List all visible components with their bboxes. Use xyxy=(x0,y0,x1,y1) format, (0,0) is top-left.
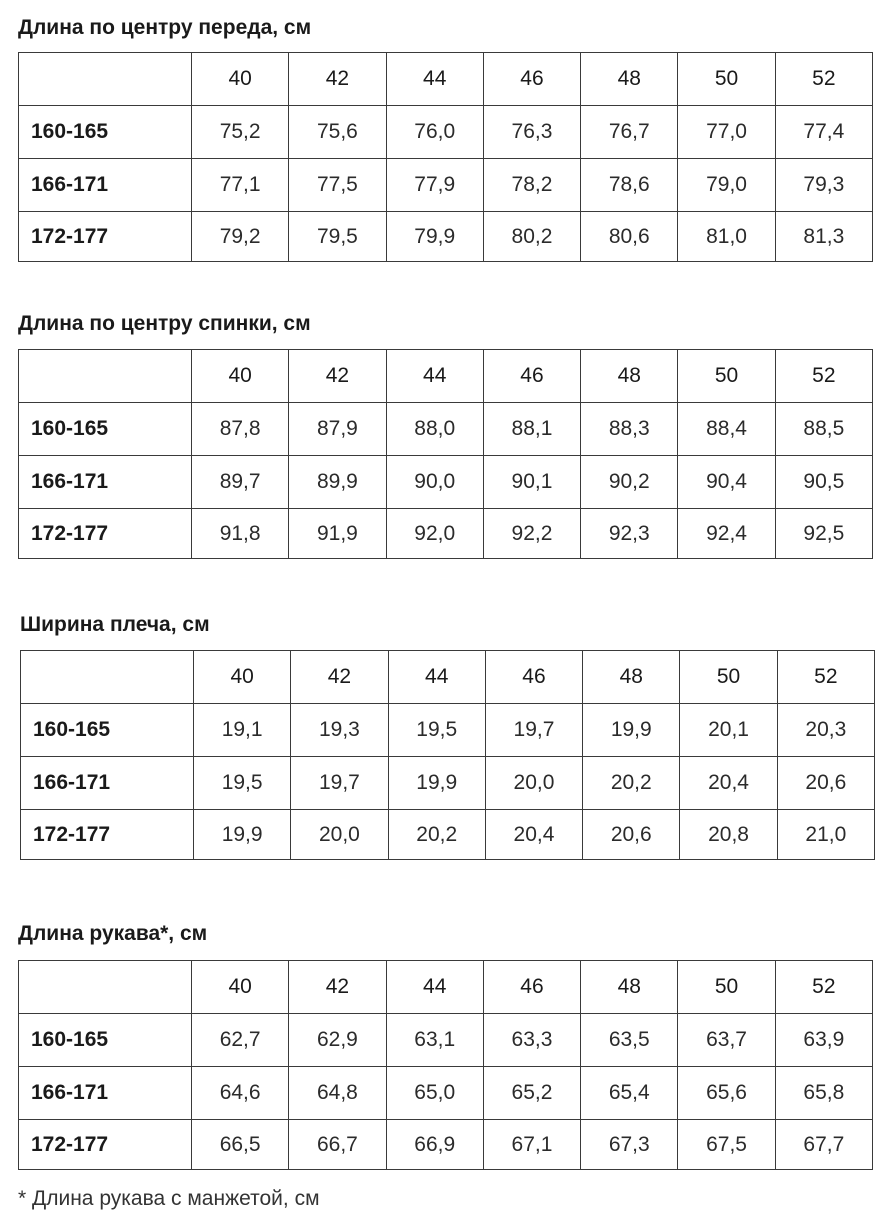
size-header-cell: 48 xyxy=(581,350,678,403)
measurement-cell: 62,7 xyxy=(192,1014,289,1067)
section-title-back-length: Длина по центру спинки, см xyxy=(18,312,311,335)
measurement-cell: 65,0 xyxy=(386,1067,483,1120)
measurement-cell: 77,4 xyxy=(775,106,872,159)
size-header-cell: 52 xyxy=(777,651,874,704)
measurement-cell: 66,9 xyxy=(386,1120,483,1170)
measurement-cell: 19,9 xyxy=(583,704,680,757)
size-header-cell: 52 xyxy=(775,53,872,106)
section-title-sleeve-length: Длина рукава*, см xyxy=(18,922,208,945)
height-range-cell: 172-177 xyxy=(19,1120,192,1170)
section-title-front-length: Длина по центру переда, см xyxy=(18,16,312,39)
height-range-cell: 160-165 xyxy=(19,106,192,159)
measurement-cell: 80,2 xyxy=(483,212,580,262)
measurement-cell: 79,9 xyxy=(386,212,483,262)
height-range-cell: 160-165 xyxy=(19,1014,192,1067)
height-range-cell: 166-171 xyxy=(19,1067,192,1120)
measurement-cell: 65,4 xyxy=(581,1067,678,1120)
size-header-cell: 44 xyxy=(386,961,483,1014)
measurement-cell: 20,3 xyxy=(777,704,874,757)
measurement-cell: 77,0 xyxy=(678,106,775,159)
measurement-cell: 65,6 xyxy=(678,1067,775,1120)
measurement-cell: 19,1 xyxy=(194,704,291,757)
measurement-cell: 79,5 xyxy=(289,212,386,262)
measurement-cell: 88,1 xyxy=(483,403,580,456)
table-row xyxy=(19,106,873,159)
size-header-cell: 46 xyxy=(485,651,582,704)
table-row xyxy=(19,509,873,559)
measurement-cell: 64,8 xyxy=(289,1067,386,1120)
size-header-cell: 44 xyxy=(388,651,485,704)
height-range-cell: 172-177 xyxy=(19,509,192,559)
measurement-cell: 20,6 xyxy=(777,757,874,810)
size-header-cell: 46 xyxy=(483,53,580,106)
measurement-cell: 67,3 xyxy=(581,1120,678,1170)
measurement-cell: 81,3 xyxy=(775,212,872,262)
size-header-cell: 46 xyxy=(483,961,580,1014)
measurement-cell: 19,5 xyxy=(388,704,485,757)
measurement-cell: 19,7 xyxy=(485,704,582,757)
measurement-cell: 62,9 xyxy=(289,1014,386,1067)
size-header-cell: 44 xyxy=(386,53,483,106)
measurement-cell: 20,4 xyxy=(680,757,777,810)
height-range-cell: 160-165 xyxy=(19,403,192,456)
size-header-cell: 46 xyxy=(483,350,580,403)
measurement-cell: 65,2 xyxy=(483,1067,580,1120)
size-header-cell: 48 xyxy=(581,53,678,106)
sleeve-length-table xyxy=(18,960,873,1170)
height-range-cell: 172-177 xyxy=(21,810,194,860)
table-row xyxy=(19,1067,873,1120)
table-header-row xyxy=(19,350,873,403)
measurement-cell: 88,5 xyxy=(775,403,872,456)
measurement-cell: 91,9 xyxy=(289,509,386,559)
measurement-cell: 75,2 xyxy=(192,106,289,159)
measurement-cell: 92,4 xyxy=(678,509,775,559)
table-header-row xyxy=(19,961,873,1014)
size-header-cell: 52 xyxy=(775,961,872,1014)
measurement-cell: 91,8 xyxy=(192,509,289,559)
table-corner-cell xyxy=(21,651,194,704)
size-header-cell: 48 xyxy=(581,961,678,1014)
table-corner-cell xyxy=(19,53,192,106)
measurement-cell: 20,2 xyxy=(388,810,485,860)
measurement-cell: 88,4 xyxy=(678,403,775,456)
measurement-cell: 19,9 xyxy=(194,810,291,860)
measurement-cell: 88,3 xyxy=(581,403,678,456)
measurement-cell: 92,0 xyxy=(386,509,483,559)
height-range-cell: 166-171 xyxy=(19,159,192,212)
measurement-cell: 64,6 xyxy=(192,1067,289,1120)
size-header-cell: 52 xyxy=(775,350,872,403)
measurement-cell: 63,3 xyxy=(483,1014,580,1067)
measurement-cell: 66,5 xyxy=(192,1120,289,1170)
measurement-cell: 90,0 xyxy=(386,456,483,509)
measurement-cell: 81,0 xyxy=(678,212,775,262)
measurement-cell: 79,3 xyxy=(775,159,872,212)
measurement-cell: 77,9 xyxy=(386,159,483,212)
size-header-cell: 42 xyxy=(291,651,388,704)
measurement-cell: 92,3 xyxy=(581,509,678,559)
measurement-cell: 20,0 xyxy=(291,810,388,860)
table-row xyxy=(19,1120,873,1170)
size-header-cell: 42 xyxy=(289,53,386,106)
measurement-cell: 19,9 xyxy=(388,757,485,810)
measurement-cell: 90,4 xyxy=(678,456,775,509)
measurement-cell: 90,2 xyxy=(581,456,678,509)
size-header-cell: 40 xyxy=(194,651,291,704)
measurement-cell: 80,6 xyxy=(581,212,678,262)
measurement-cell: 20,6 xyxy=(583,810,680,860)
size-header-cell: 48 xyxy=(583,651,680,704)
measurement-cell: 20,2 xyxy=(583,757,680,810)
measurement-cell: 20,0 xyxy=(485,757,582,810)
measurement-cell: 65,8 xyxy=(775,1067,872,1120)
measurement-cell: 87,9 xyxy=(289,403,386,456)
size-header-cell: 42 xyxy=(289,961,386,1014)
size-header-cell: 42 xyxy=(289,350,386,403)
measurement-cell: 90,1 xyxy=(483,456,580,509)
measurement-cell: 79,0 xyxy=(678,159,775,212)
measurement-cell: 19,7 xyxy=(291,757,388,810)
measurement-cell: 89,7 xyxy=(192,456,289,509)
height-range-cell: 166-171 xyxy=(21,757,194,810)
height-range-cell: 166-171 xyxy=(19,456,192,509)
size-header-cell: 40 xyxy=(192,53,289,106)
measurement-cell: 77,1 xyxy=(192,159,289,212)
section-title-shoulder-width: Ширина плеча, см xyxy=(20,613,210,636)
table-row xyxy=(19,403,873,456)
table-row xyxy=(21,704,875,757)
table-row xyxy=(19,212,873,262)
measurement-cell: 63,9 xyxy=(775,1014,872,1067)
measurement-cell: 76,3 xyxy=(483,106,580,159)
measurement-cell: 92,2 xyxy=(483,509,580,559)
measurement-cell: 78,2 xyxy=(483,159,580,212)
measurement-cell: 20,1 xyxy=(680,704,777,757)
measurement-cell: 20,8 xyxy=(680,810,777,860)
size-header-cell: 40 xyxy=(192,961,289,1014)
measurement-cell: 88,0 xyxy=(386,403,483,456)
table-row xyxy=(19,456,873,509)
measurement-cell: 90,5 xyxy=(775,456,872,509)
measurement-cell: 63,7 xyxy=(678,1014,775,1067)
measurement-cell: 92,5 xyxy=(775,509,872,559)
back-length-table xyxy=(18,349,873,559)
measurement-cell: 66,7 xyxy=(289,1120,386,1170)
measurement-cell: 89,9 xyxy=(289,456,386,509)
measurement-cell: 76,7 xyxy=(581,106,678,159)
measurement-cell: 76,0 xyxy=(386,106,483,159)
measurement-cell: 79,2 xyxy=(192,212,289,262)
size-header-cell: 50 xyxy=(680,651,777,704)
footnote: * Длина рукава с манжетой, см xyxy=(18,1187,320,1210)
shoulder-width-table xyxy=(20,650,875,860)
measurement-cell: 20,4 xyxy=(485,810,582,860)
front-length-table xyxy=(18,52,873,262)
table-corner-cell xyxy=(19,350,192,403)
measurement-cell: 77,5 xyxy=(289,159,386,212)
table-row xyxy=(19,159,873,212)
measurement-cell: 67,7 xyxy=(775,1120,872,1170)
measurement-cell: 19,3 xyxy=(291,704,388,757)
size-header-cell: 40 xyxy=(192,350,289,403)
measurement-cell: 21,0 xyxy=(777,810,874,860)
measurement-cell: 63,1 xyxy=(386,1014,483,1067)
height-range-cell: 172-177 xyxy=(19,212,192,262)
measurement-cell: 75,6 xyxy=(289,106,386,159)
table-corner-cell xyxy=(19,961,192,1014)
table-header-row xyxy=(21,651,875,704)
table-row xyxy=(19,1014,873,1067)
measurement-cell: 87,8 xyxy=(192,403,289,456)
table-row xyxy=(21,810,875,860)
measurement-cell: 67,5 xyxy=(678,1120,775,1170)
measurement-cell: 19,5 xyxy=(194,757,291,810)
size-header-cell: 50 xyxy=(678,350,775,403)
measurement-cell: 63,5 xyxy=(581,1014,678,1067)
measurement-cell: 67,1 xyxy=(483,1120,580,1170)
size-header-cell: 50 xyxy=(678,961,775,1014)
table-header-row xyxy=(19,53,873,106)
height-range-cell: 160-165 xyxy=(21,704,194,757)
table-row xyxy=(21,757,875,810)
measurement-cell: 78,6 xyxy=(581,159,678,212)
size-header-cell: 50 xyxy=(678,53,775,106)
size-header-cell: 44 xyxy=(386,350,483,403)
